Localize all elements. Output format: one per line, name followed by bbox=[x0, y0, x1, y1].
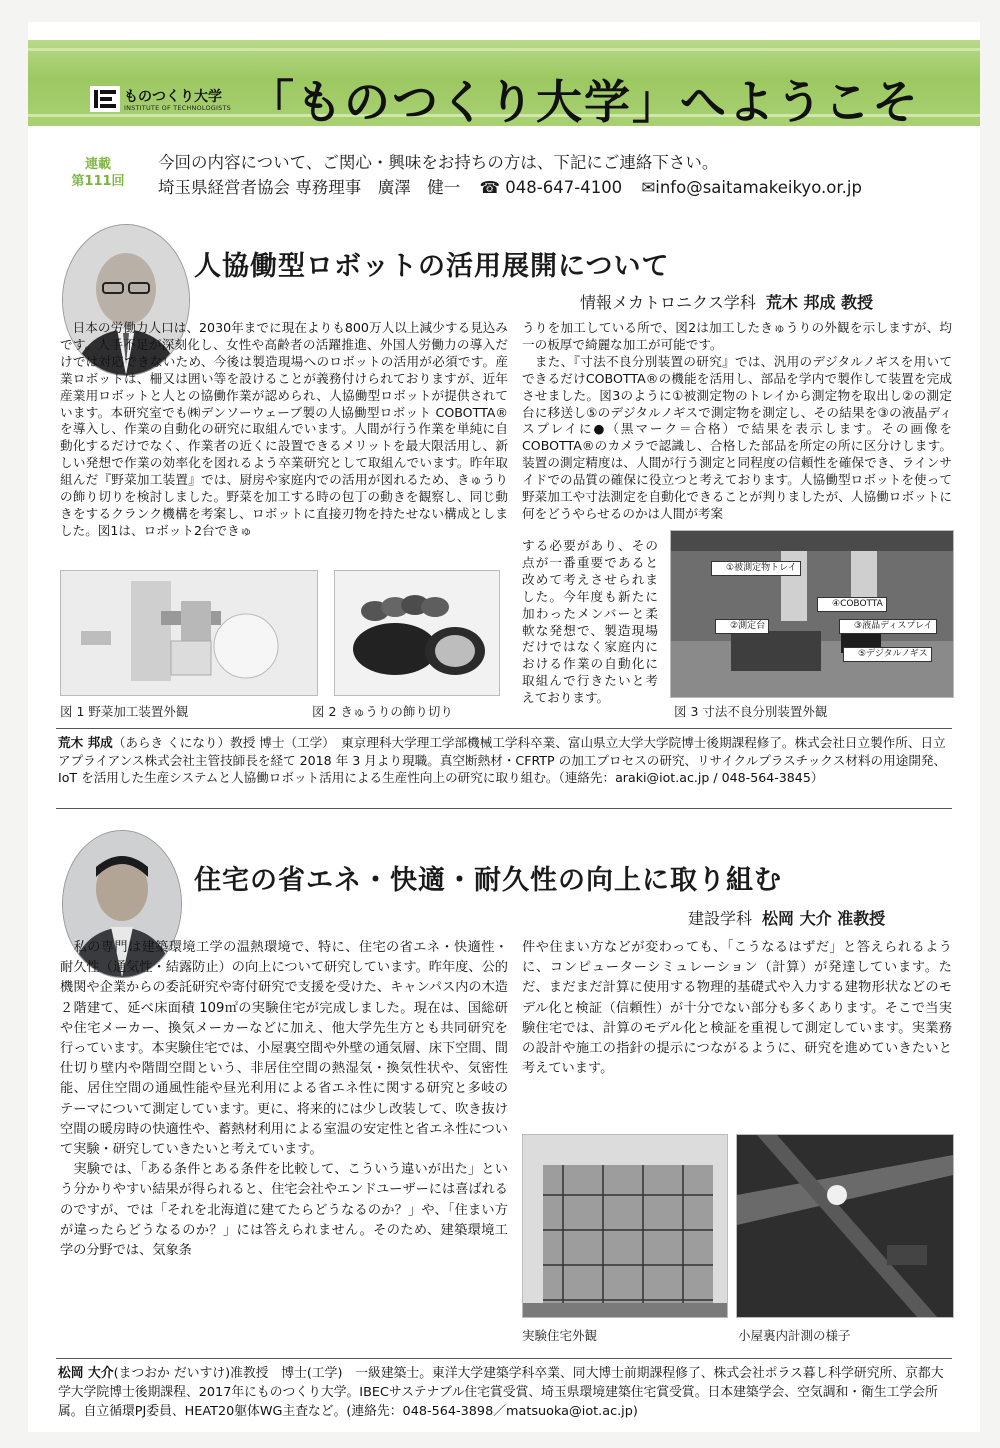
figure-experimental-house bbox=[522, 1134, 728, 1318]
fig3-caption: 図 3 寸法不良分別装置外観 bbox=[674, 704, 828, 719]
photo2-caption: 小屋裏内計測の様子 bbox=[738, 1328, 851, 1343]
article1-title: 人協働型ロボットの活用展開について bbox=[194, 251, 670, 282]
figure-dimension-sorter bbox=[670, 530, 954, 698]
figure-cucumber-cut bbox=[334, 570, 500, 696]
article1-col2a: うりを加工している所で、図2は加工したきゅうりの外観を示しますが、均一の板厚で綺麗な加工が可能です。 また、『寸法不良分別装置の研究』では、汎用のデジタルノギスを用いてできるだけCOBOTTA®の機能を活用し、部品を学内で製作して装置を完成させました。図3のように①被測定物のトレイから測定物を取出し②の測定台に移送し⑤のデジタルノギスで測定物を測定し、その結果を③の液晶ディスプレイに●（黒マーク＝合格）で結果を表示します。その画像をCOBOTTA®のカメラで認識し、合格した部品を所定の所に区分けします。装置の測定精度は、人間が行う測定と同程度の信頼性を確保でき、ラインサイドでの品質の確保に役立つと考えております。人協働型ロボットを使って野菜加工や寸法測定を自動化できることが判りましたが、人協働ロボットに何をどうやらせるのかは人間が考案 bbox=[522, 320, 952, 521]
fig3-label-cobotta: ④COBOTTA bbox=[817, 597, 887, 612]
fig3-label-display: ③液晶ディスプレイ bbox=[839, 619, 937, 634]
series-label: 連載 第111回 bbox=[71, 157, 125, 189]
article2-col1: 私の専門は建築環境工学の温熱環境で、特に、住宅の省エネ・快適性・耐久性（通気性・結露防止）の向上について研究しています。昨年度、公的機関や企業からの委託研究や寄付研究で支援を受けた、キャンパス内の木造２階建て、延べ床面積 109㎡の実験住宅が完成しました。現在は、国総研や住宅メーカー、換気メーカーなどに加え、他大学先生方とも共同研究を行っています。本実験住宅では、小屋裏空間や外壁の通気層、床下空間、間仕切り壁内や階間空間という、非居住空間の熱湿気・換気性状や、気密性能、居住空間の通風性能や昼光利用による省エネ性に関する研究と多岐のテーマについて測定しています。更に、将来的には少し改装して、吹き抜け空間の暖房時の快適性や、蓄熱材利用による室温の安定性と省エネ性について実験・研究していきたいと考えています。 実験では、「ある条件とある条件を比較して、こういう違いが出た」という分かりやすい結果が得られると、住宅会社やエンドユーザーには喜ばれるのですが、では「それを北海道に建てたらどうなるのか？」や、「住まい方が違ったらどうなるのか？」には答えられません。そのため、建築環境工学の分野では、気象条 bbox=[60, 940, 508, 1259]
fig3-label-tray: ①被測定物トレイ bbox=[711, 561, 801, 576]
newsletter-page bbox=[28, 22, 980, 1432]
university-logo bbox=[90, 84, 240, 118]
university-logo-icon bbox=[90, 86, 120, 112]
article1-bio: 荒木 邦成（あらき くになり）教授 博士（工学） 東京理科大学理工学部機械工学科卒業、富山県立大学大学院博士後期課程修了。株式会社日立製作所、日立アプライアンス株式会社主管技師長を経て 2018 年 3 月より現職。真空断熱材・CFRTP の加工プロセスの研究、リサイクルプラスチックス材料の用途開発、IoT を活用した生産システムと人協働ロボット活用による生産性向上の研究に取り組む。（連絡先：araki@iot.ac.jp / 048-564-3845） bbox=[58, 735, 947, 785]
article1-col2b: する必要があり、その点が一番重要であると改めて考えさせられました。今年度も新たに加わったメンバーと柔軟な発想で、製造現場だけではなく家庭内における作業の自動化に取組んで行きたいと考えております。 bbox=[522, 538, 658, 706]
contact-intro: 今回の内容について、ご関心・興味をお持ちの方は、下記にご連絡下さい。 bbox=[158, 153, 719, 172]
article2-title: 住宅の省エネ・快適・耐久性の向上に取り組む bbox=[194, 865, 782, 896]
divider bbox=[56, 808, 952, 809]
fig3-label-caliper: ⑤デジタルノギス bbox=[843, 647, 932, 662]
page-title: 「ものつくり大学」へようこそ bbox=[248, 75, 920, 126]
article1-author: 情報メカトロニクス学科 荒木 邦成 教授 bbox=[580, 293, 873, 312]
article1-col1: 日本の労働力人口は、2030年までに現在よりも800万人以上減少する見込みです。人手不足が深刻化し、女性や高齢者の活躍推進、外国人労働力の導入だけでは対応できないため、今後は製造現場へのロボットの活用が必須です。産業ロボットは、柵又は囲い等を設けることが義務付けられておりますが、近年産業用ロボットと人との協働作業が認められ、人協働型ロボットが提供されています。本研究室でも㈱デンソーウェーブ製の人協働型ロボット COBOTTA®を導入し、作業の自動化の研究に取組んでいます。人間が行う作業を単純に自動化するだけでなく、作業者の近くに設置できるメリットを最大限活用し、新しい発想で作業の効率化を図れるよう卒業研究として取組んでいます。昨年取組んだ『野菜加工装置』では、厨房や家庭内での活用が図れるため、きゅうりの飾り切りを検討しました。野菜を加工する時の包丁の動きを観察し、同じ動きをするクランク機構を考案し、ロボットに直接刃物を持たせない構成としました。図1は、ロボット2台できゅ bbox=[60, 320, 508, 538]
contact-phone: ☎ 048-647-4100 bbox=[479, 178, 623, 197]
divider bbox=[56, 1358, 952, 1359]
contact-email: ✉info@saitamakeikyo.or.jp bbox=[641, 178, 862, 197]
article2-author: 建設学科 松岡 大介 准教授 bbox=[688, 909, 886, 928]
photo1-caption: 実験住宅外観 bbox=[522, 1328, 598, 1343]
contact-info bbox=[158, 150, 862, 200]
article2-col2: 件や住まい方などが変わっても、「こうなるはずだ」と答えられるように、コンピューターシミュレーション（計算）が発達しています。ただ、まだまだ計算に使用する物理的基礎式や入力する建物形状などのモデル化と検証（信頼性）が十分でない部分も多くあります。そこで当実験住宅では、計算のモデル化と検証を重視して測定しています。実業務の設計や施工の指針の提示につながるように、研究を進めていきたいと考えています。 bbox=[522, 940, 952, 1077]
fig1-caption: 図 1 野菜加工装置外観 bbox=[60, 704, 189, 719]
divider bbox=[56, 728, 952, 729]
logo-subtitle: INSTITUTE OF TECHNOLOGISTS bbox=[124, 104, 231, 112]
figure-attic-measurement bbox=[736, 1134, 954, 1318]
header-banner bbox=[28, 40, 980, 126]
fig3-label-stage: ②測定台 bbox=[715, 619, 769, 634]
fig2-caption: 図 2 きゅうりの飾り切り bbox=[312, 704, 453, 719]
logo-name: ものつくり大学 bbox=[124, 89, 222, 105]
figure-vegetable-processor bbox=[60, 570, 318, 696]
contact-org: 埼玉県経営者協会 専務理事 廣澤 健一 bbox=[158, 178, 461, 197]
article2-bio: 松岡 大介(まつおか だいすけ)准教授 博士(工学) 一級建築士。東洋大学建築学科卒業、同大博士前期課程修了、株式会社ポラス暮し科学研究所、京都大学大学院博士後期課程、2017年にものつくり大学。IBECサステナブル住宅賞受賞、埼玉県環境建築住宅賞受賞。日本建築学会、空気調和・衛生工学会所属。自立循環PJ委員、HEAT20躯体WG主査など。(連絡先：048-564-3898／matsuoka@iot.ac.jp) bbox=[58, 1366, 944, 1419]
